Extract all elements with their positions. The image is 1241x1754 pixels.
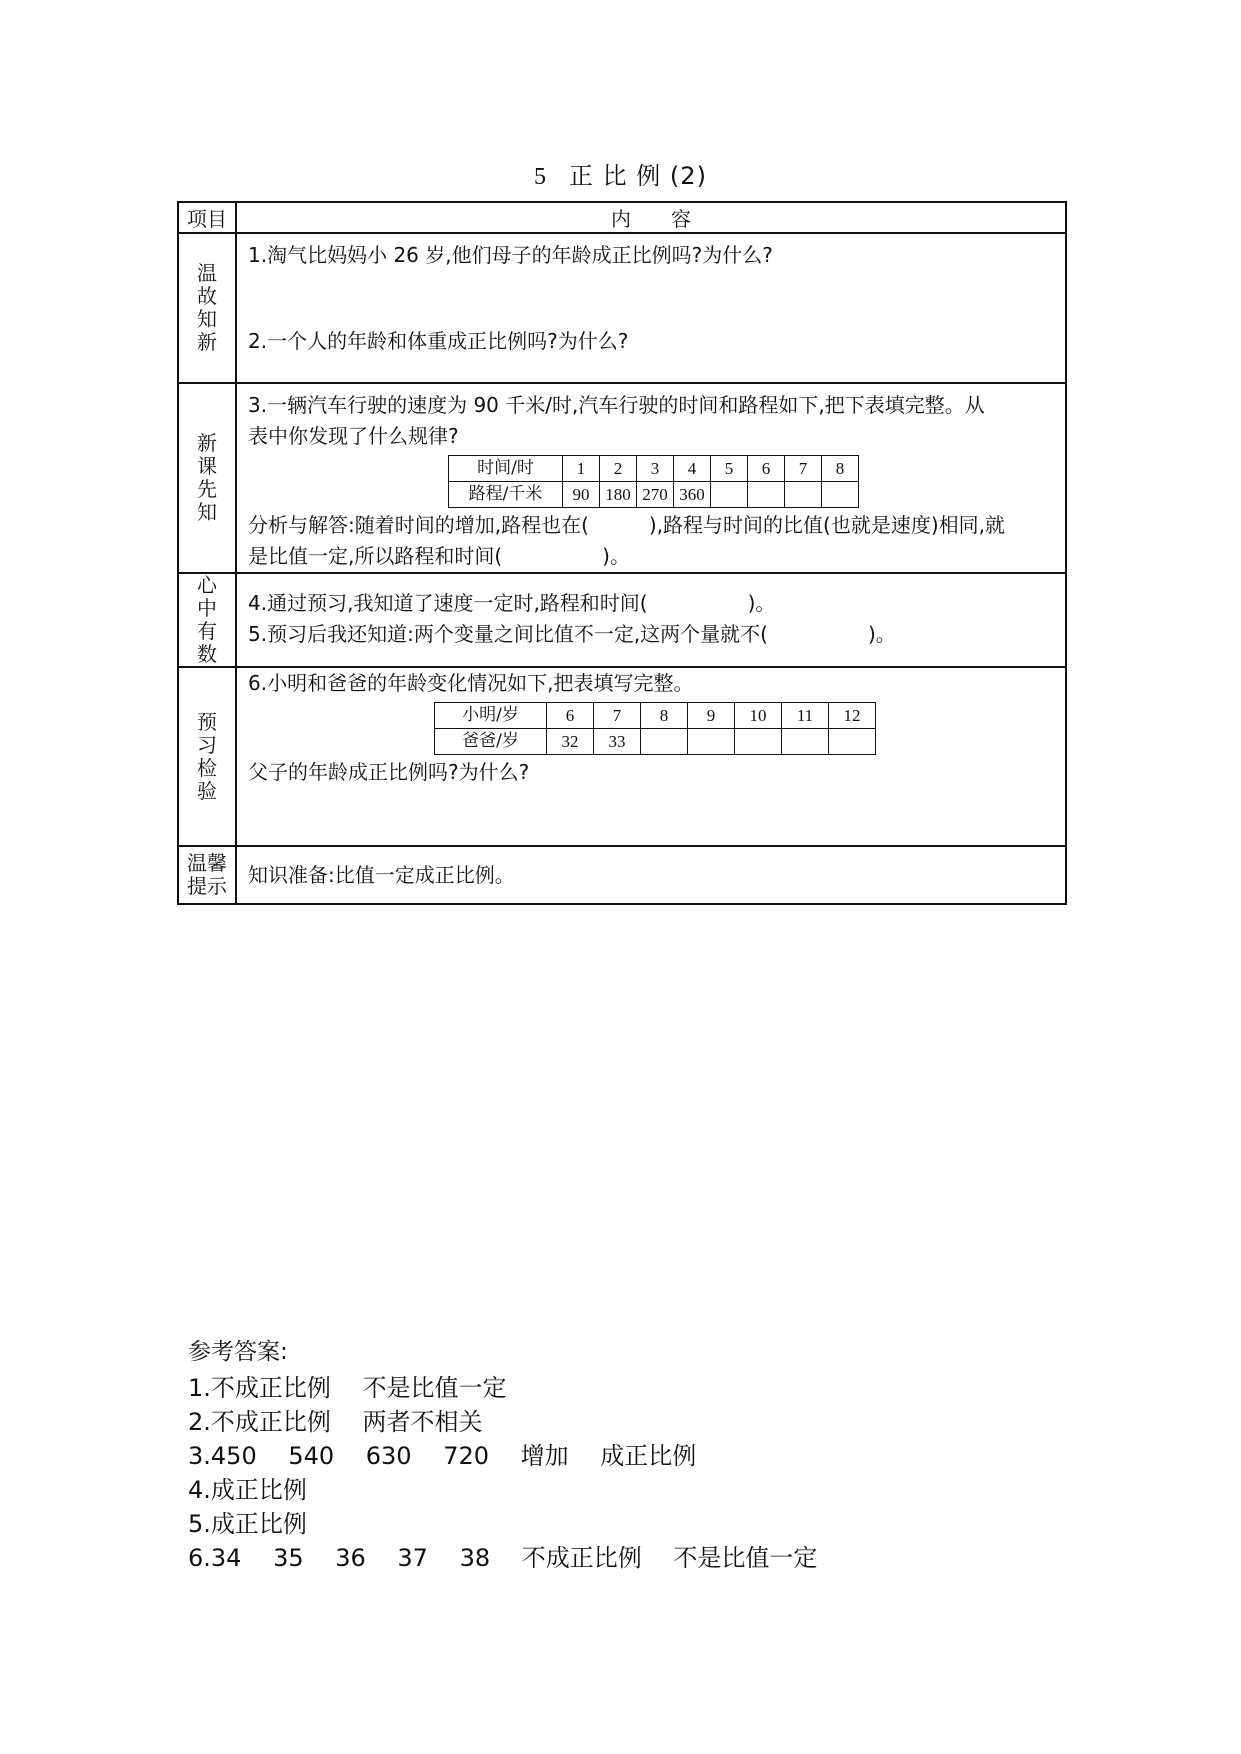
question-5: 5.预习后我还知道:两个变量之间比值不一定,这两个量就不( )。 <box>248 622 896 646</box>
table-cell: 8 <box>822 456 859 482</box>
table-cell: 2 <box>600 456 637 482</box>
blank-cell[interactable] <box>688 729 735 755</box>
section-check-label: 预 习 检 验 <box>178 667 236 846</box>
blank-cell[interactable] <box>641 729 688 755</box>
table-row <box>435 729 876 755</box>
question-4: 4.通过预习,我知道了速度一定时,路程和时间( )。 <box>248 591 776 615</box>
answer-line: 6.34 35 36 37 38 不成正比例 不是比值一定 <box>188 1544 818 1572</box>
section-review-label: 温 故 知 新 <box>178 233 236 383</box>
answer-line: 3.450 540 630 720 增加 成正比例 <box>188 1442 697 1470</box>
title-text: 正 比 例 (2) <box>569 162 707 190</box>
table-cell: 270 <box>637 482 674 508</box>
row-label-distance: 路程/千米 <box>449 482 563 508</box>
section-preview-content <box>236 383 1066 573</box>
row-label-dad: 爸爸/岁 <box>435 729 547 755</box>
table-cell: 1 <box>563 456 600 482</box>
section-review <box>178 233 1066 383</box>
answer-line: 5.成正比例 <box>188 1510 307 1538</box>
table-cell: 32 <box>547 729 594 755</box>
table-row <box>435 703 876 729</box>
table-cell: 5 <box>711 456 748 482</box>
table-cell: 10 <box>735 703 782 729</box>
table-cell: 11 <box>782 703 829 729</box>
section-mind-content <box>236 573 1066 667</box>
table-cell: 4 <box>674 456 711 482</box>
row-label-time: 时间/时 <box>449 456 563 482</box>
blank-cell[interactable] <box>748 482 785 508</box>
worksheet-table <box>177 201 1067 905</box>
row-label-xiaoming: 小明/岁 <box>435 703 547 729</box>
question-3-line-1: 3.一辆汽车行驶的速度为 90 千米/时,汽车行驶的时间和路程如下,把下表填完整。从 <box>248 393 985 417</box>
section-review-content <box>236 233 1066 383</box>
question-6b: 父子的年龄成正比例吗?为什么? <box>248 760 530 784</box>
table-cell: 180 <box>600 482 637 508</box>
question-1: 1.淘气比妈妈小 26 岁,他们母子的年龄成正比例吗?为什么? <box>248 243 773 267</box>
tips-text: 知识准备:比值一定成正比例。 <box>248 862 515 887</box>
table-cell: 3 <box>637 456 674 482</box>
section-check <box>178 667 1066 846</box>
section-preview-label: 新 课 先 知 <box>178 383 236 573</box>
table-row <box>449 482 859 508</box>
blank-cell[interactable] <box>785 482 822 508</box>
page-title <box>0 160 1241 193</box>
section-tips <box>178 846 1066 904</box>
blank-cell[interactable] <box>711 482 748 508</box>
table-header-row <box>178 202 1066 233</box>
analysis-line-1: 分析与解答:随着时间的增加,路程也在( ),路程与时间的比值(也就是速度)相同,就 <box>248 513 1006 537</box>
table-cell: 360 <box>674 482 711 508</box>
section-mind <box>178 573 1066 667</box>
answer-line: 4.成正比例 <box>188 1476 307 1504</box>
blank-cell[interactable] <box>735 729 782 755</box>
answer-line: 2.不成正比例 两者不相关 <box>188 1408 483 1436</box>
table-cell: 8 <box>641 703 688 729</box>
section-preview <box>178 383 1066 573</box>
age-table <box>434 702 876 755</box>
answer-key <box>188 1335 817 1575</box>
table-cell: 7 <box>594 703 641 729</box>
question-6: 6.小明和爸爸的年龄变化情况如下,把表填写完整。 <box>248 671 694 695</box>
question-2: 2.一个人的年龄和体重成正比例吗?为什么? <box>248 329 629 353</box>
table-cell: 6 <box>748 456 785 482</box>
answer-key-label: 参考答案: <box>188 1339 288 1365</box>
section-mind-label: 心 中 有 数 <box>178 573 236 667</box>
title-number: 5 <box>534 164 548 190</box>
table-cell: 33 <box>594 729 641 755</box>
table-cell: 6 <box>547 703 594 729</box>
analysis-line-2: 是比值一定,所以路程和时间( )。 <box>248 544 630 568</box>
question-3-line-2: 表中你发现了什么规律? <box>248 424 459 448</box>
section-tips-label: 温馨 提示 <box>178 846 236 904</box>
table-cell: 12 <box>829 703 876 729</box>
speed-table <box>448 455 859 508</box>
table-row <box>449 456 859 482</box>
blank-cell[interactable] <box>782 729 829 755</box>
answer-line: 1.不成正比例 不是比值一定 <box>188 1374 507 1402</box>
blank-cell[interactable] <box>822 482 859 508</box>
section-tips-content <box>236 846 1066 904</box>
table-cell: 90 <box>563 482 600 508</box>
section-check-content <box>236 667 1066 846</box>
blank-cell[interactable] <box>829 729 876 755</box>
table-cell: 9 <box>688 703 735 729</box>
header-content: 内 容 <box>236 202 1066 233</box>
header-item: 项目 <box>178 202 236 233</box>
table-cell: 7 <box>785 456 822 482</box>
answer-space-1[interactable] <box>248 271 1055 326</box>
